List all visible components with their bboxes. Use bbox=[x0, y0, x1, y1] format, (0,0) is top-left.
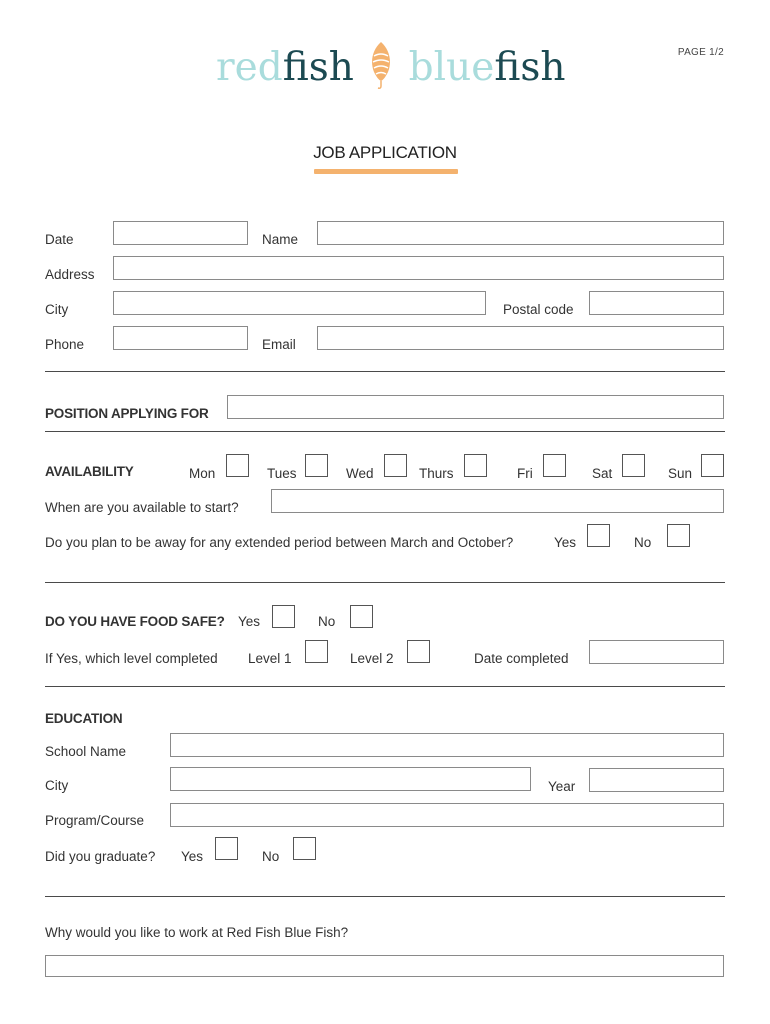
graduate-yes-label: Yes bbox=[181, 849, 204, 864]
program-label: Program/Course bbox=[45, 813, 145, 828]
date-completed-field[interactable] bbox=[589, 640, 724, 664]
checkbox-fri[interactable] bbox=[543, 454, 566, 477]
day-label-thurs: Thurs bbox=[419, 466, 454, 481]
start-date-field[interactable] bbox=[271, 489, 724, 513]
divider bbox=[45, 371, 725, 372]
name-label: Name bbox=[262, 232, 299, 247]
level2-label: Level 2 bbox=[350, 651, 394, 666]
day-label-wed: Wed bbox=[346, 466, 374, 481]
checkbox-mon[interactable] bbox=[226, 454, 249, 477]
divider bbox=[45, 896, 725, 897]
day-label-sat: Sat bbox=[592, 466, 613, 481]
divider bbox=[45, 582, 725, 583]
name-field[interactable] bbox=[317, 221, 724, 245]
checkbox-foodsafe-no[interactable] bbox=[350, 605, 373, 628]
school-city-field[interactable] bbox=[170, 767, 531, 791]
why-work-field[interactable] bbox=[45, 955, 724, 977]
away-yes-label: Yes bbox=[554, 535, 577, 550]
date-field[interactable] bbox=[113, 221, 248, 245]
address-label: Address bbox=[45, 267, 95, 282]
checkbox-thurs[interactable] bbox=[464, 454, 487, 477]
day-label-tues: Tues bbox=[267, 466, 297, 481]
level-question-label: If Yes, which level completed bbox=[45, 651, 218, 666]
away-no-label: No bbox=[634, 535, 652, 550]
checkbox-wed[interactable] bbox=[384, 454, 407, 477]
education-label: EDUCATION bbox=[45, 711, 123, 726]
page-number: PAGE 1/2 bbox=[677, 47, 724, 58]
logo-fish-2: fish bbox=[494, 45, 566, 90]
year-label: Year bbox=[548, 779, 576, 794]
email-label: Email bbox=[262, 337, 296, 352]
year-field[interactable] bbox=[589, 768, 724, 792]
email-field[interactable] bbox=[317, 326, 724, 350]
why-work-label: Why would you like to work at Red Fish Blue Fish? bbox=[45, 925, 349, 940]
checkbox-graduate-yes[interactable] bbox=[215, 837, 238, 860]
postal-code-field[interactable] bbox=[589, 291, 724, 315]
city-label: City bbox=[45, 302, 69, 317]
foodsafe-yes-label: Yes bbox=[238, 614, 261, 629]
checkbox-sun[interactable] bbox=[701, 454, 724, 477]
program-field[interactable] bbox=[170, 803, 724, 827]
position-field[interactable] bbox=[227, 395, 724, 419]
phone-field[interactable] bbox=[113, 326, 248, 350]
school-name-field[interactable] bbox=[170, 733, 724, 757]
logo-fish-1: fish bbox=[282, 45, 354, 90]
title-underline bbox=[314, 169, 458, 174]
fish-icon bbox=[368, 40, 394, 90]
form-title: JOB APPLICATION bbox=[313, 143, 457, 162]
logo-blue: blue bbox=[408, 45, 495, 90]
checkbox-foodsafe-yes[interactable] bbox=[272, 605, 295, 628]
phone-label: Phone bbox=[45, 337, 85, 352]
checkbox-level2[interactable] bbox=[407, 640, 430, 663]
availability-label: AVAILABILITY bbox=[45, 464, 134, 479]
away-question-label: Do you plan to be away for any extended period between March and October? bbox=[45, 535, 514, 550]
checkbox-level1[interactable] bbox=[305, 640, 328, 663]
school-name-label: School Name bbox=[45, 744, 127, 759]
checkbox-away-no[interactable] bbox=[667, 524, 690, 547]
checkbox-tues[interactable] bbox=[305, 454, 328, 477]
foodsafe-label: DO YOU HAVE FOOD SAFE? bbox=[45, 614, 225, 629]
school-city-label: City bbox=[45, 778, 69, 793]
logo bbox=[216, 40, 565, 100]
address-field[interactable] bbox=[113, 256, 724, 280]
graduate-label: Did you graduate? bbox=[45, 849, 156, 864]
checkbox-sat[interactable] bbox=[622, 454, 645, 477]
graduate-no-label: No bbox=[262, 849, 280, 864]
start-date-label: When are you available to start? bbox=[45, 500, 239, 515]
divider bbox=[45, 431, 725, 432]
postal-code-label: Postal code bbox=[503, 302, 574, 317]
level1-label: Level 1 bbox=[248, 651, 292, 666]
day-label-fri: Fri bbox=[517, 466, 533, 481]
day-label-sun: Sun bbox=[668, 466, 693, 481]
date-label: Date bbox=[45, 232, 74, 247]
position-label: POSITION APPLYING FOR bbox=[45, 406, 209, 421]
logo-red: red bbox=[216, 45, 283, 90]
foodsafe-no-label: No bbox=[318, 614, 336, 629]
checkbox-away-yes[interactable] bbox=[587, 524, 610, 547]
checkbox-graduate-no[interactable] bbox=[293, 837, 316, 860]
city-field[interactable] bbox=[113, 291, 486, 315]
divider bbox=[45, 686, 725, 687]
day-label-mon: Mon bbox=[189, 466, 216, 481]
date-completed-label: Date completed bbox=[474, 651, 569, 666]
